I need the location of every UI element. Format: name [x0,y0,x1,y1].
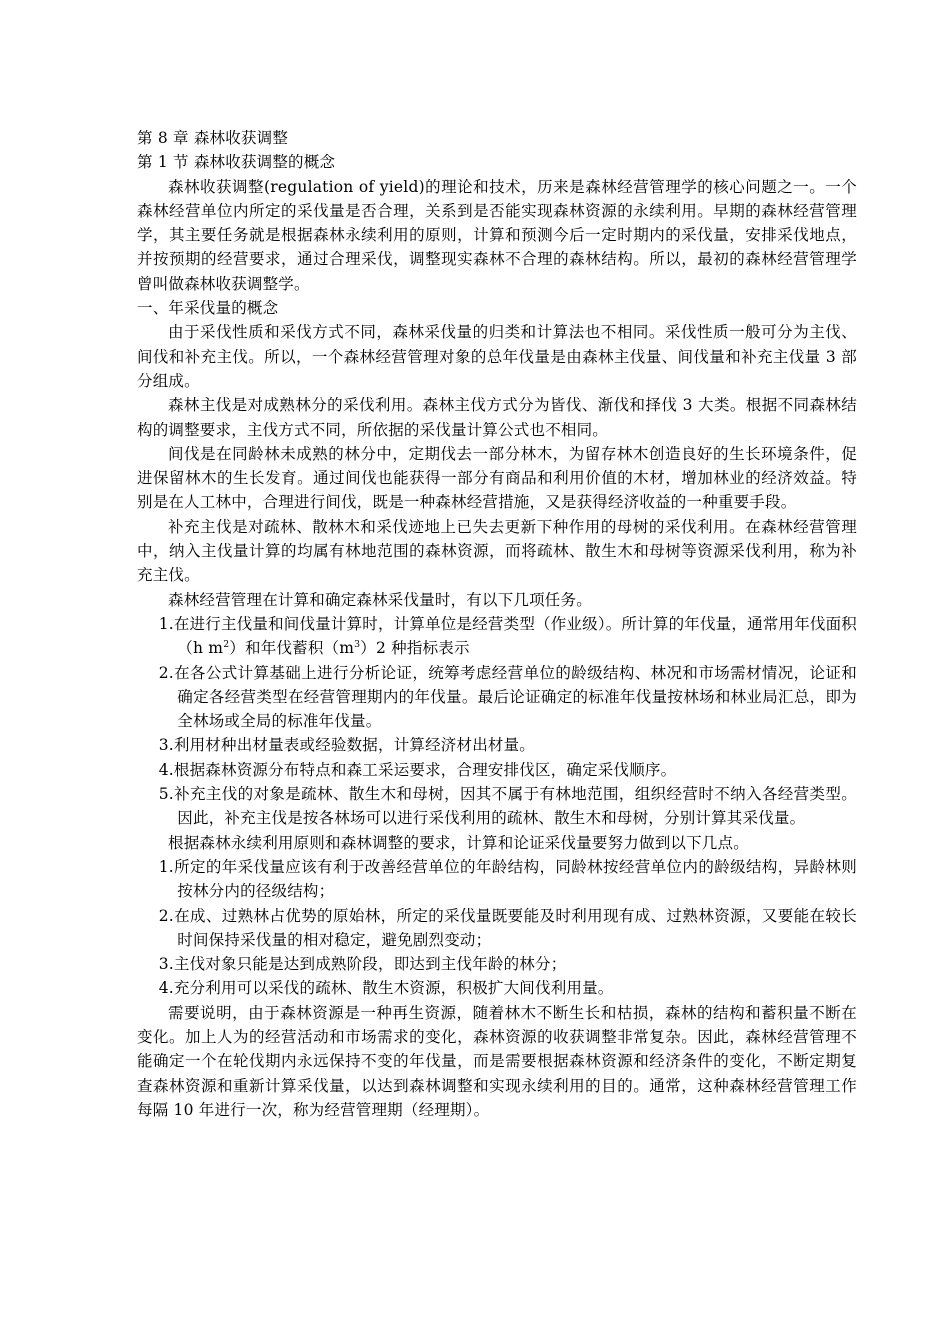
paragraph: 间伐是在同龄林未成熟的林分中，定期伐去一部分林木，为留存林木创造良好的生长环境条件，促进保留林木的生长发育。通过间伐也能获得一部分有商品和利用价值的木材，增加林业的经济效益。特别是在人工林中，合理进行间伐，既是一种森林经营措施，又是获得经济收益的一种重要手段。 [137,444,857,512]
principle-item: 3.主伐对象只能是达到成熟阶段，即达到主伐年龄的林分； [158,955,567,974]
task-item: 5.补充主伐的对象是疏林、散生木和母树，因其不属于有林地范围，组织经营时不纳入各经营类型。因此，补充主伐是按各林场可以进行采伐利用的疏林、散生木和母树，分别计算其采伐量。 [158,785,857,828]
superscript: 2 [223,639,230,651]
principle-item: 2.在成、过熟林占优势的原始林，所定的采伐量既要能及时利用现有成、过熟林资源，又要能在较长时间保持采伐量的相对稳定，避免剧烈变动； [158,906,857,949]
task-item: 3.利用材种出材量表或经验数据，计算经济材出材量。 [158,736,535,755]
task-text: ）和年伐蓄积（m [229,639,355,658]
principle-item: 4.充分利用可以采伐的疏林、散生木资源，积极扩大间伐利用量。 [158,979,614,998]
chapter-title: 第 8 章 森林收获调整 [137,129,289,147]
closing-paragraph: 需要说明，由于森林资源是一种再生资源，随着林木不断生长和枯损，森林的结构和蓄积量不断在变化。加上人为的经营活动和市场需求的变化，森林资源的收获调整非常复杂。因此，森林经营管理不能确定一个在轮伐期内永远保持不变的年伐量，而是需要根据森林资源和经济条件的变化，不断定期复查森林资源和重新计算采伐量，以达到森林调整和实现永续利用的目的。通常，这种森林经营管理工作每隔 10 年进行一次，称为经营管理期（经理期）。 [137,1003,857,1119]
task-item: 2.在各公式计算基础上进行分析论证，统筹考虑经营单位的龄级结构、林况和市场需材情况，论证和确定各经营类型在经营管理期内的年伐量。最后论证确定的标准年伐量按林场和林业局汇总，即为全林场或全局的标准年伐量。 [158,663,857,731]
principle-item: 1.所定的年采伐量应该有利于改善经营单位的年龄结构，同龄林按经营单位内的龄级结构，异龄林则按林分内的径级结构； [158,857,857,901]
task-item: 4.根据森林资源分布特点和森工采运要求，合理安排伐区，确定采伐顺序。 [158,760,677,779]
section-title: 第 1 节 森林收获调整的概念 [137,153,336,172]
superscript: 3 [354,639,361,651]
principles-intro: 根据森林永续利用原则和森林调整的要求，计算和论证采伐量要努力做到以下几点。 [168,833,749,852]
subsection-title: 一、年采伐量的概念 [137,299,279,318]
paragraph: 由于采伐性质和采伐方式不同，森林采伐量的归类和计算法也不相同。采伐性质一般可分为主伐、间伐和补充主伐。所以，一个森林经营管理对象的总年伐量是由森林主伐量、间伐量和补充主伐量 3 部分组成。 [137,323,857,390]
paragraph: 森林主伐是对成熟林分的采伐利用。森林主伐方式分为皆伐、渐伐和择伐 3 大类。根据不同森林结构的调整要求，主伐方式不同，所依据的采伐量计算公式也不相同。 [137,396,857,439]
paragraph: 森林经营管理在计算和确定森林采伐量时，有以下几项任务。 [168,590,592,609]
paragraph: 补充主伐是对疏林、散林木和采伐迹地上已失去更新下种作用的母树的采伐利用。在森林经营管理中，纳入主伐量计算的均属有林地范围的森林资源，而将疏林、散生木和母树等资源采伐利用，称为补充主伐。 [137,517,857,585]
task-item [137,612,857,661]
document-body [137,126,857,1122]
task-text: 1.在进行主伐量和间伐量计算时，计算单位是经营类型（作业级）。所计算的年伐量，通常用年伐面积（h m [158,614,857,658]
intro-paragraph: 森林收获调整(regulation of yield)的理论和技术，历来是森林经营管理学的核心问题之一。一个森林经营单位内所定的采伐量是否合理，关系到是否能实现森林资源的永续利用。早期的森林经营管理学，其主要任务就是根据森林永续利用的原则，计算和预测今后一定时期内的采伐量，安排采伐地点，并按预期的经营要求，通过合理采伐，调整现实森林不合理的森林结构。所以，最初的森林经营管理学曾叫做森林收获调整学。 [137,177,857,293]
task-text: ）2 种指标表示 [360,639,470,658]
